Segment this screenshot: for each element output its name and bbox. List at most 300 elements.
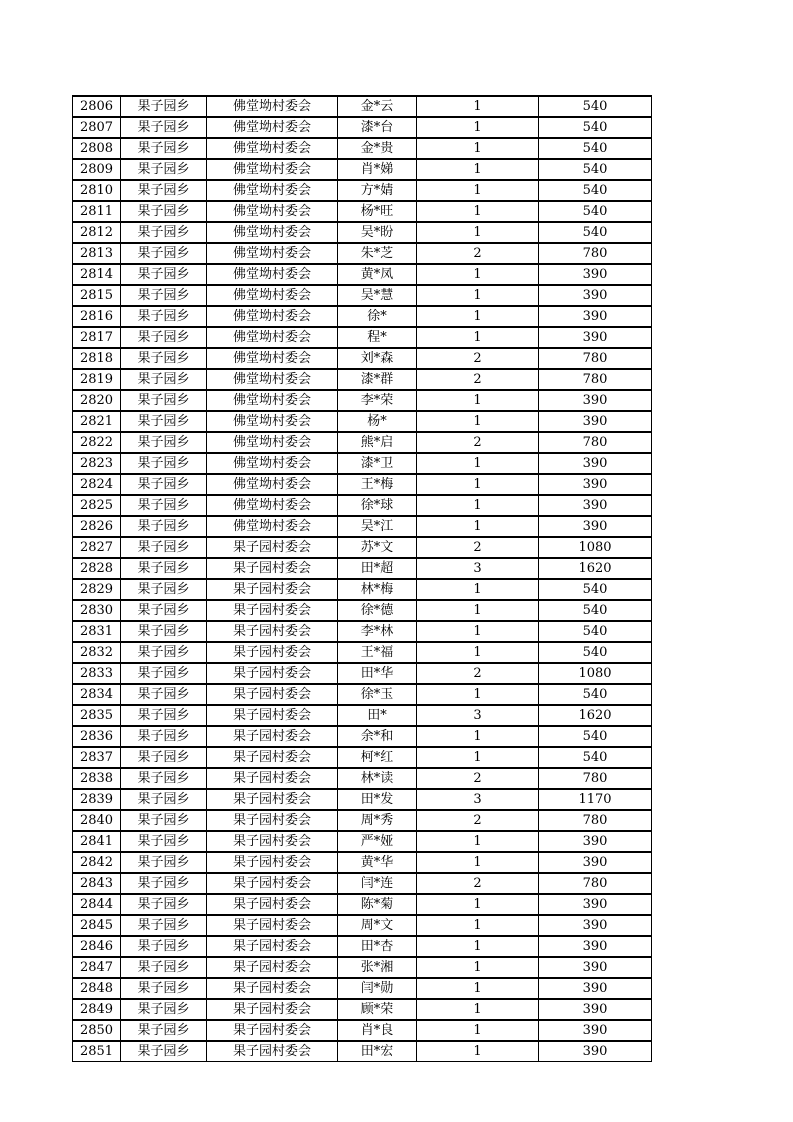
count-cell: 2 <box>417 537 539 558</box>
amount-cell: 540 <box>539 201 652 222</box>
village-committee-cell: 果子园村委会 <box>207 852 338 873</box>
village-committee-cell: 果子园村委会 <box>207 810 338 831</box>
village-committee-cell: 果子园村委会 <box>207 705 338 726</box>
township-cell: 果子园乡 <box>121 873 207 894</box>
amount-cell: 390 <box>539 852 652 873</box>
count-cell: 2 <box>417 243 539 264</box>
village-committee-cell: 果子园村委会 <box>207 684 338 705</box>
count-cell: 1 <box>417 516 539 537</box>
count-cell: 1 <box>417 306 539 327</box>
name-cell: 徐*德 <box>338 600 417 621</box>
amount-cell: 390 <box>539 978 652 999</box>
count-cell: 1 <box>417 1020 539 1041</box>
count-cell: 1 <box>417 999 539 1020</box>
row-number-cell: 2809 <box>73 159 121 180</box>
village-committee-cell: 佛堂坳村委会 <box>207 138 338 159</box>
amount-cell: 390 <box>539 306 652 327</box>
amount-cell: 390 <box>539 285 652 306</box>
count-cell: 2 <box>417 663 539 684</box>
village-committee-cell: 佛堂坳村委会 <box>207 96 338 117</box>
table-row <box>73 957 652 978</box>
count-cell: 1 <box>417 180 539 201</box>
amount-cell: 390 <box>539 999 652 1020</box>
village-committee-cell: 佛堂坳村委会 <box>207 264 338 285</box>
village-committee-cell: 佛堂坳村委会 <box>207 516 338 537</box>
table-row <box>73 159 652 180</box>
row-number-cell: 2815 <box>73 285 121 306</box>
count-cell: 1 <box>417 264 539 285</box>
amount-cell: 540 <box>539 579 652 600</box>
name-cell: 黄*凤 <box>338 264 417 285</box>
row-number-cell: 2808 <box>73 138 121 159</box>
township-cell: 果子园乡 <box>121 621 207 642</box>
row-number-cell: 2813 <box>73 243 121 264</box>
count-cell: 1 <box>417 1041 539 1062</box>
count-cell: 1 <box>417 957 539 978</box>
row-number-cell: 2818 <box>73 348 121 369</box>
name-cell: 徐*球 <box>338 495 417 516</box>
table-row <box>73 831 652 852</box>
table-row <box>73 894 652 915</box>
row-number-cell: 2811 <box>73 201 121 222</box>
table-row <box>73 495 652 516</box>
name-cell: 杨* <box>338 411 417 432</box>
table-row <box>73 621 652 642</box>
table-row <box>73 810 652 831</box>
township-cell: 果子园乡 <box>121 957 207 978</box>
count-cell: 1 <box>417 642 539 663</box>
row-number-cell: 2823 <box>73 453 121 474</box>
row-number-cell: 2835 <box>73 705 121 726</box>
table-row <box>73 453 652 474</box>
table-row <box>73 663 652 684</box>
village-committee-cell: 果子园村委会 <box>207 936 338 957</box>
amount-cell: 540 <box>539 222 652 243</box>
row-number-cell: 2841 <box>73 831 121 852</box>
row-number-cell: 2829 <box>73 579 121 600</box>
township-cell: 果子园乡 <box>121 327 207 348</box>
row-number-cell: 2812 <box>73 222 121 243</box>
table-row <box>73 852 652 873</box>
table-row <box>73 537 652 558</box>
name-cell: 余*和 <box>338 726 417 747</box>
count-cell: 2 <box>417 873 539 894</box>
amount-cell: 390 <box>539 453 652 474</box>
township-cell: 果子园乡 <box>121 306 207 327</box>
row-number-cell: 2824 <box>73 474 121 495</box>
name-cell: 熊*启 <box>338 432 417 453</box>
count-cell: 1 <box>417 96 539 117</box>
count-cell: 3 <box>417 789 539 810</box>
township-cell: 果子园乡 <box>121 390 207 411</box>
name-cell: 李*荣 <box>338 390 417 411</box>
table-row <box>73 390 652 411</box>
township-cell: 果子园乡 <box>121 432 207 453</box>
township-cell: 果子园乡 <box>121 369 207 390</box>
row-number-cell: 2845 <box>73 915 121 936</box>
township-cell: 果子园乡 <box>121 516 207 537</box>
amount-cell: 540 <box>539 96 652 117</box>
amount-cell: 780 <box>539 243 652 264</box>
township-cell: 果子园乡 <box>121 705 207 726</box>
count-cell: 1 <box>417 453 539 474</box>
village-committee-cell: 果子园村委会 <box>207 726 338 747</box>
table-row <box>73 243 652 264</box>
village-committee-cell: 佛堂坳村委会 <box>207 348 338 369</box>
township-cell: 果子园乡 <box>121 978 207 999</box>
row-number-cell: 2830 <box>73 600 121 621</box>
township-cell: 果子园乡 <box>121 789 207 810</box>
table-row <box>73 474 652 495</box>
amount-cell: 1620 <box>539 705 652 726</box>
name-cell: 肖*娣 <box>338 159 417 180</box>
table-row <box>73 516 652 537</box>
name-cell: 周*秀 <box>338 810 417 831</box>
table-row <box>73 873 652 894</box>
count-cell: 1 <box>417 390 539 411</box>
village-committee-cell: 果子园村委会 <box>207 621 338 642</box>
count-cell: 1 <box>417 495 539 516</box>
village-committee-cell: 果子园村委会 <box>207 831 338 852</box>
row-number-cell: 2836 <box>73 726 121 747</box>
amount-cell: 390 <box>539 495 652 516</box>
count-cell: 1 <box>417 684 539 705</box>
township-cell: 果子园乡 <box>121 159 207 180</box>
amount-cell: 390 <box>539 915 652 936</box>
name-cell: 闫*勋 <box>338 978 417 999</box>
name-cell: 徐* <box>338 306 417 327</box>
amount-cell: 540 <box>539 180 652 201</box>
name-cell: 吴*江 <box>338 516 417 537</box>
row-number-cell: 2821 <box>73 411 121 432</box>
count-cell: 3 <box>417 558 539 579</box>
count-cell: 1 <box>417 831 539 852</box>
township-cell: 果子园乡 <box>121 558 207 579</box>
name-cell: 王*福 <box>338 642 417 663</box>
amount-cell: 390 <box>539 831 652 852</box>
row-number-cell: 2846 <box>73 936 121 957</box>
count-cell: 1 <box>417 411 539 432</box>
name-cell: 徐*玉 <box>338 684 417 705</box>
table-row <box>73 432 652 453</box>
amount-cell: 1080 <box>539 537 652 558</box>
village-committee-cell: 果子园村委会 <box>207 558 338 579</box>
row-number-cell: 2816 <box>73 306 121 327</box>
township-cell: 果子园乡 <box>121 201 207 222</box>
amount-cell: 780 <box>539 810 652 831</box>
village-committee-cell: 果子园村委会 <box>207 1020 338 1041</box>
count-cell: 2 <box>417 432 539 453</box>
count-cell: 1 <box>417 936 539 957</box>
village-committee-cell: 佛堂坳村委会 <box>207 180 338 201</box>
name-cell: 黄*华 <box>338 852 417 873</box>
count-cell: 1 <box>417 327 539 348</box>
table-row <box>73 789 652 810</box>
count-cell: 1 <box>417 600 539 621</box>
name-cell: 林*读 <box>338 768 417 789</box>
amount-cell: 390 <box>539 390 652 411</box>
township-cell: 果子园乡 <box>121 726 207 747</box>
row-number-cell: 2822 <box>73 432 121 453</box>
village-committee-cell: 果子园村委会 <box>207 915 338 936</box>
township-cell: 果子园乡 <box>121 222 207 243</box>
amount-cell: 390 <box>539 936 652 957</box>
name-cell: 程* <box>338 327 417 348</box>
name-cell: 肖*良 <box>338 1020 417 1041</box>
name-cell: 方*婧 <box>338 180 417 201</box>
village-committee-cell: 佛堂坳村委会 <box>207 369 338 390</box>
row-number-cell: 2828 <box>73 558 121 579</box>
village-committee-cell: 佛堂坳村委会 <box>207 432 338 453</box>
row-number-cell: 2807 <box>73 117 121 138</box>
township-cell: 果子园乡 <box>121 180 207 201</box>
table-row <box>73 285 652 306</box>
name-cell: 田*华 <box>338 663 417 684</box>
row-number-cell: 2842 <box>73 852 121 873</box>
name-cell: 林*梅 <box>338 579 417 600</box>
count-cell: 1 <box>417 852 539 873</box>
township-cell: 果子园乡 <box>121 684 207 705</box>
amount-cell: 390 <box>539 516 652 537</box>
township-cell: 果子园乡 <box>121 915 207 936</box>
name-cell: 苏*文 <box>338 537 417 558</box>
name-cell: 金*云 <box>338 96 417 117</box>
count-cell: 1 <box>417 201 539 222</box>
name-cell: 李*林 <box>338 621 417 642</box>
table-row <box>73 642 652 663</box>
name-cell: 顾*荣 <box>338 999 417 1020</box>
name-cell: 刘*森 <box>338 348 417 369</box>
township-cell: 果子园乡 <box>121 663 207 684</box>
amount-cell: 780 <box>539 432 652 453</box>
township-cell: 果子园乡 <box>121 894 207 915</box>
row-number-cell: 2844 <box>73 894 121 915</box>
amount-cell: 780 <box>539 768 652 789</box>
amount-cell: 1620 <box>539 558 652 579</box>
data-table <box>72 95 652 1062</box>
row-number-cell: 2831 <box>73 621 121 642</box>
name-cell: 朱*芝 <box>338 243 417 264</box>
row-number-cell: 2851 <box>73 1041 121 1062</box>
name-cell: 漆*台 <box>338 117 417 138</box>
table-row <box>73 768 652 789</box>
village-committee-cell: 果子园村委会 <box>207 873 338 894</box>
amount-cell: 780 <box>539 348 652 369</box>
table-body <box>73 96 652 1062</box>
table-row <box>73 558 652 579</box>
township-cell: 果子园乡 <box>121 474 207 495</box>
name-cell: 田*发 <box>338 789 417 810</box>
village-committee-cell: 果子园村委会 <box>207 978 338 999</box>
table-row <box>73 264 652 285</box>
amount-cell: 540 <box>539 642 652 663</box>
village-committee-cell: 佛堂坳村委会 <box>207 390 338 411</box>
table-row <box>73 222 652 243</box>
count-cell: 1 <box>417 117 539 138</box>
amount-cell: 540 <box>539 138 652 159</box>
row-number-cell: 2838 <box>73 768 121 789</box>
township-cell: 果子园乡 <box>121 348 207 369</box>
name-cell: 吴*慧 <box>338 285 417 306</box>
village-committee-cell: 果子园村委会 <box>207 642 338 663</box>
table-row <box>73 138 652 159</box>
village-committee-cell: 果子园村委会 <box>207 1041 338 1062</box>
village-committee-cell: 佛堂坳村委会 <box>207 222 338 243</box>
name-cell: 王*梅 <box>338 474 417 495</box>
village-committee-cell: 果子园村委会 <box>207 999 338 1020</box>
name-cell: 杨*旺 <box>338 201 417 222</box>
row-number-cell: 2825 <box>73 495 121 516</box>
village-committee-cell: 佛堂坳村委会 <box>207 243 338 264</box>
row-number-cell: 2817 <box>73 327 121 348</box>
township-cell: 果子园乡 <box>121 810 207 831</box>
table-row <box>73 306 652 327</box>
name-cell: 柯*红 <box>338 747 417 768</box>
amount-cell: 390 <box>539 411 652 432</box>
village-committee-cell: 果子园村委会 <box>207 600 338 621</box>
table-row <box>73 201 652 222</box>
table-row <box>73 705 652 726</box>
village-committee-cell: 果子园村委会 <box>207 747 338 768</box>
count-cell: 1 <box>417 894 539 915</box>
village-committee-cell: 佛堂坳村委会 <box>207 327 338 348</box>
name-cell: 田*宏 <box>338 1041 417 1062</box>
count-cell: 1 <box>417 915 539 936</box>
amount-cell: 390 <box>539 1020 652 1041</box>
village-committee-cell: 佛堂坳村委会 <box>207 474 338 495</box>
row-number-cell: 2826 <box>73 516 121 537</box>
row-number-cell: 2837 <box>73 747 121 768</box>
amount-cell: 540 <box>539 684 652 705</box>
table-row <box>73 684 652 705</box>
village-committee-cell: 佛堂坳村委会 <box>207 159 338 180</box>
village-committee-cell: 佛堂坳村委会 <box>207 411 338 432</box>
table-row <box>73 999 652 1020</box>
count-cell: 1 <box>417 138 539 159</box>
count-cell: 1 <box>417 474 539 495</box>
name-cell: 田* <box>338 705 417 726</box>
township-cell: 果子园乡 <box>121 579 207 600</box>
row-number-cell: 2833 <box>73 663 121 684</box>
count-cell: 1 <box>417 621 539 642</box>
row-number-cell: 2850 <box>73 1020 121 1041</box>
amount-cell: 540 <box>539 747 652 768</box>
count-cell: 2 <box>417 810 539 831</box>
count-cell: 1 <box>417 579 539 600</box>
amount-cell: 390 <box>539 1041 652 1062</box>
table-row <box>73 1041 652 1062</box>
table-row <box>73 348 652 369</box>
township-cell: 果子园乡 <box>121 117 207 138</box>
village-committee-cell: 果子园村委会 <box>207 663 338 684</box>
village-committee-cell: 果子园村委会 <box>207 537 338 558</box>
row-number-cell: 2847 <box>73 957 121 978</box>
table-row <box>73 411 652 432</box>
township-cell: 果子园乡 <box>121 747 207 768</box>
amount-cell: 1080 <box>539 663 652 684</box>
name-cell: 张*湘 <box>338 957 417 978</box>
name-cell: 闫*连 <box>338 873 417 894</box>
village-committee-cell: 果子园村委会 <box>207 789 338 810</box>
table-row <box>73 747 652 768</box>
table-row <box>73 1020 652 1041</box>
name-cell: 田*杏 <box>338 936 417 957</box>
township-cell: 果子园乡 <box>121 243 207 264</box>
amount-cell: 390 <box>539 894 652 915</box>
name-cell: 吴*盼 <box>338 222 417 243</box>
table-row <box>73 180 652 201</box>
amount-cell: 390 <box>539 264 652 285</box>
township-cell: 果子园乡 <box>121 852 207 873</box>
count-cell: 1 <box>417 726 539 747</box>
name-cell: 漆*卫 <box>338 453 417 474</box>
name-cell: 田*超 <box>338 558 417 579</box>
township-cell: 果子园乡 <box>121 453 207 474</box>
township-cell: 果子园乡 <box>121 600 207 621</box>
township-cell: 果子园乡 <box>121 1020 207 1041</box>
amount-cell: 540 <box>539 600 652 621</box>
row-number-cell: 2849 <box>73 999 121 1020</box>
table-row <box>73 936 652 957</box>
amount-cell: 780 <box>539 369 652 390</box>
count-cell: 2 <box>417 369 539 390</box>
village-committee-cell: 果子园村委会 <box>207 579 338 600</box>
name-cell: 漆*群 <box>338 369 417 390</box>
village-committee-cell: 果子园村委会 <box>207 957 338 978</box>
township-cell: 果子园乡 <box>121 936 207 957</box>
table-row <box>73 579 652 600</box>
amount-cell: 540 <box>539 621 652 642</box>
row-number-cell: 2834 <box>73 684 121 705</box>
amount-cell: 390 <box>539 474 652 495</box>
name-cell: 周*文 <box>338 915 417 936</box>
amount-cell: 390 <box>539 327 652 348</box>
table-row <box>73 726 652 747</box>
village-committee-cell: 果子园村委会 <box>207 894 338 915</box>
township-cell: 果子园乡 <box>121 96 207 117</box>
row-number-cell: 2843 <box>73 873 121 894</box>
amount-cell: 540 <box>539 726 652 747</box>
name-cell: 陈*菊 <box>338 894 417 915</box>
row-number-cell: 2810 <box>73 180 121 201</box>
amount-cell: 780 <box>539 873 652 894</box>
table-row <box>73 915 652 936</box>
township-cell: 果子园乡 <box>121 495 207 516</box>
count-cell: 1 <box>417 285 539 306</box>
village-committee-cell: 佛堂坳村委会 <box>207 117 338 138</box>
township-cell: 果子园乡 <box>121 768 207 789</box>
table-row <box>73 600 652 621</box>
row-number-cell: 2827 <box>73 537 121 558</box>
township-cell: 果子园乡 <box>121 999 207 1020</box>
village-committee-cell: 佛堂坳村委会 <box>207 201 338 222</box>
amount-cell: 390 <box>539 957 652 978</box>
township-cell: 果子园乡 <box>121 264 207 285</box>
township-cell: 果子园乡 <box>121 285 207 306</box>
village-committee-cell: 佛堂坳村委会 <box>207 285 338 306</box>
township-cell: 果子园乡 <box>121 411 207 432</box>
village-committee-cell: 佛堂坳村委会 <box>207 495 338 516</box>
table-row <box>73 978 652 999</box>
township-cell: 果子园乡 <box>121 138 207 159</box>
table-row <box>73 96 652 117</box>
row-number-cell: 2832 <box>73 642 121 663</box>
township-cell: 果子园乡 <box>121 642 207 663</box>
row-number-cell: 2806 <box>73 96 121 117</box>
table-row <box>73 369 652 390</box>
row-number-cell: 2820 <box>73 390 121 411</box>
count-cell: 2 <box>417 768 539 789</box>
